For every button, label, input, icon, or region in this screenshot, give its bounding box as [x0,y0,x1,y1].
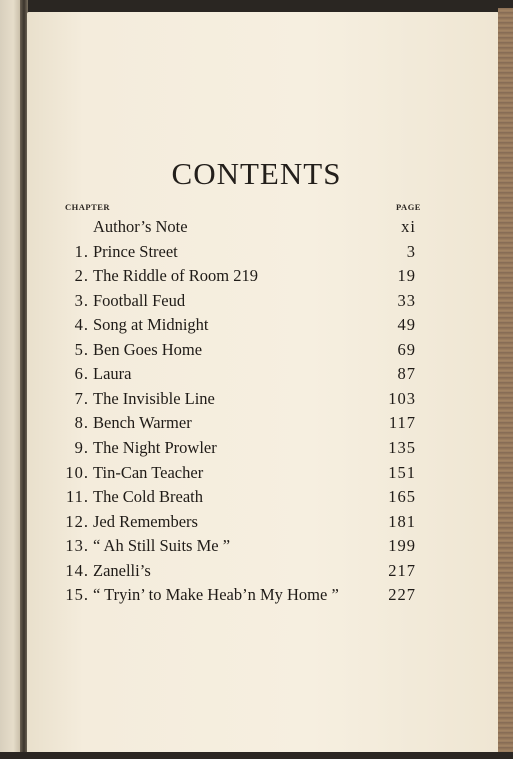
chapter-title: The Cold Breath [93,487,203,507]
chapter-number: 12. [65,511,89,531]
chapter-number: 2. [74,266,89,286]
chapter-number: 4. [74,315,89,335]
chapter-title: Author’s Note [93,217,188,236]
toc-entry [0,585,513,609]
page-number: 49 [397,315,416,335]
chapter-number: 1. [74,241,89,261]
toc-entry [0,512,513,536]
chapter-number: 9. [74,437,89,457]
chapter-number: 14. [65,560,89,580]
chapter-title: Tin-Can Teacher [93,462,204,482]
page-number: 87 [397,364,416,384]
page-number: 199 [388,536,416,556]
toc-entry [0,413,513,437]
toc-entry [0,561,513,585]
chapter-title: Prince Street [93,241,178,261]
chapter-number: 15. [65,585,89,605]
toc-entry [0,242,513,266]
chapter-title: The Invisible Line [93,388,215,408]
toc-entry [0,291,513,315]
chapter-column-header: CHAPTER [65,202,111,212]
chapter-title: Bench Warmer [93,413,192,433]
chapter-number: 11. [65,487,89,507]
chapter-title: Ben Goes Home [93,339,203,359]
chapter-title: “ Tryin’ to Make Heab’n My Home ” [93,585,339,605]
toc-entry [0,217,513,241]
toc-entry [0,438,513,462]
chapter-number: 3. [74,290,89,310]
chapter-number: 6. [74,364,89,384]
chapter-number: 7. [74,388,89,408]
page-number: 33 [397,290,416,310]
chapter-title: Song at Midnight [93,315,209,335]
chapter-number: 13. [65,536,89,556]
page-number: 117 [388,413,416,433]
toc-entry [0,487,513,511]
chapter-title: The Riddle of Room 219 [93,266,258,286]
chapter-title: The Night Prowler [93,437,217,457]
toc-entry [0,266,513,290]
chapter-title: Football Feud [93,290,186,310]
toc-entry [0,536,513,560]
page-number: 19 [397,266,416,286]
contents-heading: CONTENTS [171,156,342,191]
toc-entry [0,463,513,487]
bottom-shadow [0,752,513,759]
chapter-title: “ Ah Still Suits Me ” [93,536,231,556]
toc-entry [0,364,513,388]
chapter-number: 8. [74,413,89,433]
page-number: 217 [388,560,416,580]
page-number: 3 [406,241,416,261]
chapter-title: Jed Remembers [93,511,198,531]
chapter-title: Laura [93,364,132,384]
page-number: 103 [388,388,416,408]
page-number: 151 [388,462,416,482]
chapter-number: 5. [74,339,89,359]
toc-entry [0,340,513,364]
page-number: 227 [388,585,416,605]
page-number: 165 [388,487,416,507]
page-number: 135 [388,437,416,457]
toc-entry [0,315,513,339]
toc-entry [0,389,513,413]
chapter-title: Zanelli’s [93,560,151,580]
page-number: xi [401,217,416,236]
chapter-number: 10. [65,462,89,482]
page-number: 69 [397,339,416,359]
page-column-header: PAGE [396,202,421,212]
page-number: 181 [388,511,416,531]
